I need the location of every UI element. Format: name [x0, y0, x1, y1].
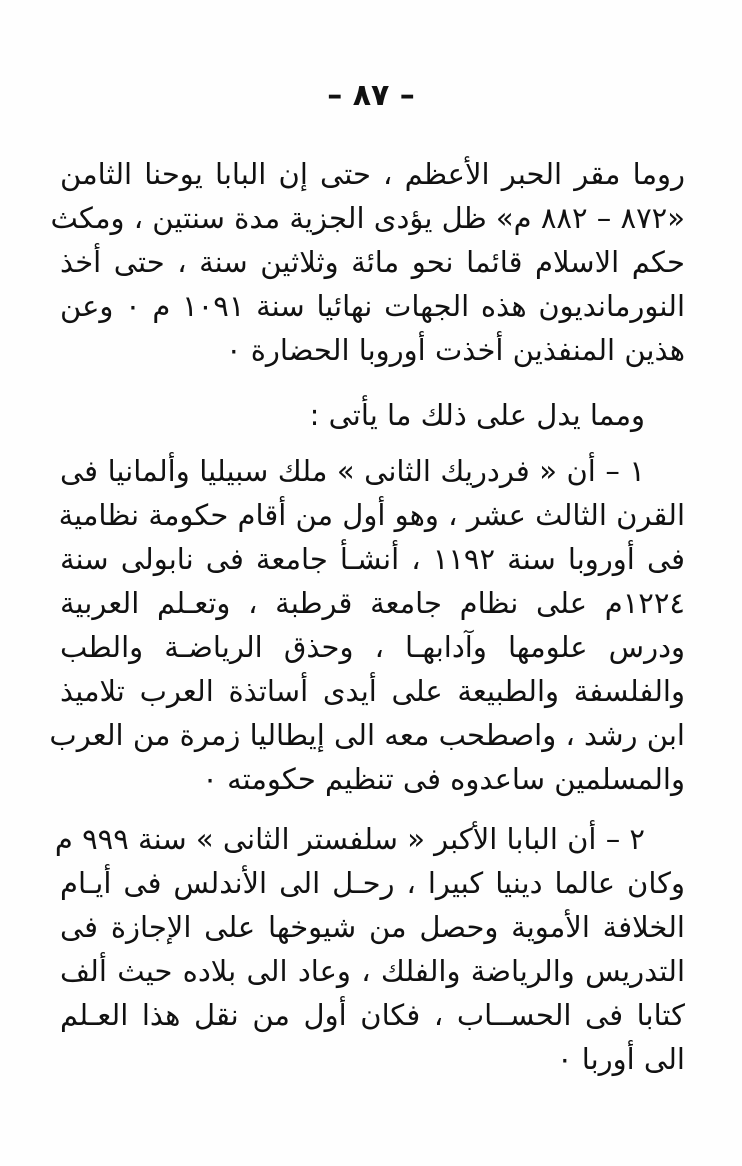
page-number: – ٨٧ – [327, 78, 415, 113]
text-line: كتابا فى الحســاب ، فكان أول من نقل هذا العـلم [60, 998, 685, 1032]
text-line: ٢ – أن البابا الأكبر « سلفستر الثانى » سنة ٩٩٩ م [54, 822, 645, 856]
text-line: ١ – أن « فردريك الثانى » ملك سبيليا وألمانيا فى [60, 454, 645, 488]
text-line: والمسلمين ساعدوه فى تنظيم حكومته ٠ [202, 762, 685, 796]
text-line: هذين المنفذين أخذت أوروبا الحضارة ٠ [225, 333, 685, 367]
text-line: النورمانديون هذه الجهات نهائيا سنة ١٠٩١ م ٠ وعن [60, 289, 685, 323]
text-line: حكم الاسلام قائما نحو مائة وثلاثين سنة ، حتى أخذ [60, 245, 685, 279]
text-line: روما مقر الحبر الأعظم ، حتى إن البابا يوحنا الثامن [60, 157, 685, 191]
text-line: التدريس والرياضة والفلك ، وعاد الى بلاده حيث ألف [60, 954, 685, 988]
text-line: الى أوربا ٠ [556, 1042, 685, 1076]
paragraph-lead-in [60, 393, 685, 437]
paragraph-point-2 [54, 817, 685, 1081]
text-line: وكان عالما دينيا كبيرا ، رحـل الى الأندلس فى أيـام [60, 866, 685, 900]
text-line: والفلسفة والطبيعة على أيدى أساتذة العرب تلاميذ [60, 674, 685, 708]
text-line: الخلافة الأموية وحصل من شيوخها على الإجازة فى [60, 910, 685, 944]
paragraph-point-1 [49, 449, 686, 801]
text-line: ١٢٢٤م على نظام جامعة قرطبة ، وتعـلم العربية [60, 586, 685, 620]
text-line: فى أوروبا سنة ١١٩٢ ، أنشـأ جامعة فى نابولى سنة [60, 542, 686, 576]
text-line: ودرس علومها وآدابهـا ، وحذق الرياضـة والطب [60, 630, 685, 664]
text-line: ومما يدل على ذلك ما يأتى : [309, 398, 645, 432]
text-line: «٨٧٢ – ٨٨٢ م» ظل يؤدى الجزية مدة سنتين ، ومكث [50, 201, 685, 235]
text-line: ابن رشد ، واصطحب معه الى إيطاليا زمرة من العرب [49, 718, 685, 752]
paragraph-intro [50, 152, 685, 372]
text-line: القرن الثالث عشر ، وهو أول من أقام حكومة نظامية [58, 498, 685, 532]
